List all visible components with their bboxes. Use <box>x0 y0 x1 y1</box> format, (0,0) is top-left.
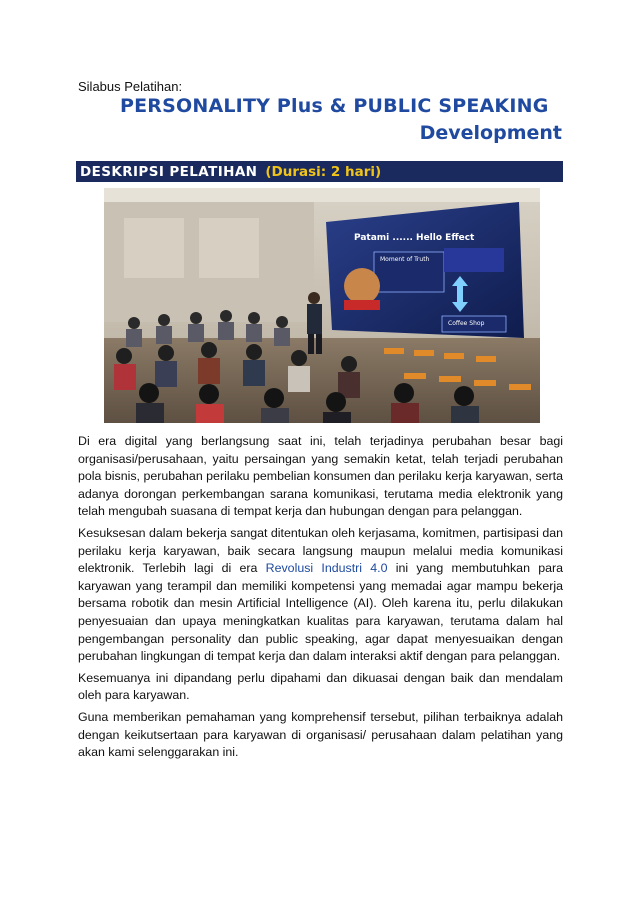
revolusi-industri-link[interactable]: Revolusi Industri 4.0 <box>265 561 388 576</box>
paragraph-2 <box>78 525 563 666</box>
slide-box-2: Coffee Shop <box>448 320 485 327</box>
paragraph-4: Guna memberikan pemahaman yang komprehensif tersebut, pilihan terbaiknya adalah dengan keikutsertaan para karyawan di organisasi/ perusahaan dalam pelatihan yang akan kami selenggarakan ini. <box>78 709 563 760</box>
section-heading-bar <box>76 161 563 182</box>
training-photo <box>104 188 540 423</box>
training-room-illustration <box>104 188 540 423</box>
paragraph-2-part-1: Kesuksesan dalam bekerja sangat ditentukan oleh kerjasama, komitmen, partisipasi dan perilaku kerja karyawan, baik secara langsung maupun melalui media komunikasi elektronik. Terlebih lagi di era <box>78 525 563 576</box>
section-duration: (Durasi: 2 hari) <box>265 163 382 180</box>
paragraph-2-part-2: ini yang membutuhkan para karyawan yang terampil dan memiliki kompetensi yang memadai agar mampu bekerja bersama robotik dan mesin Artificial Intelligence (AI). Oleh karena itu, perlu dilakukan penyesuaian dan upaya meningkatkan kualitas para karyawan, terutama dalam hal pengembangan personality dan public speaking, agar dapat menyesuaikan dengan perubahan lingkungan di tempat kerja dan dalam interaksi aktif dengan para pelanggan. <box>78 561 563 664</box>
description-body <box>78 433 563 766</box>
paragraph-3: Kesemuanya ini dipandang perlu dipahami dan dikuasai dengan baik dan mendalam oleh para karyawan. <box>78 670 563 703</box>
syllabus-label: Silabus Pelatihan: <box>78 79 183 94</box>
slide-box-1: Moment of Truth <box>380 256 430 263</box>
section-heading: DESKRIPSI PELATIHAN <box>80 163 258 180</box>
document-title-line1: PERSONALITY Plus & PUBLIC SPEAKING <box>120 95 549 117</box>
paragraph-1: Di era digital yang berlangsung saat ini, telah terjadinya perubahan besar bagi organisasi/perusahaan, yaitu persaingan yang semakin ketat, telah terjadi perubahan pola bisnis, perubahan perilaku pembelian konsumen dan perilaku kerja karyawan, serta adanya dorongan perkembangan sarana komunikasi, terutama media elektronik yang telah mengubah suasana di tempat kerja dan hubungan dengan para pelanggan. <box>78 434 563 519</box>
slide-title: Patami ...... Hello Effect <box>354 233 475 243</box>
document-title-line2: Development <box>419 122 562 144</box>
slide-portrait <box>344 268 380 304</box>
